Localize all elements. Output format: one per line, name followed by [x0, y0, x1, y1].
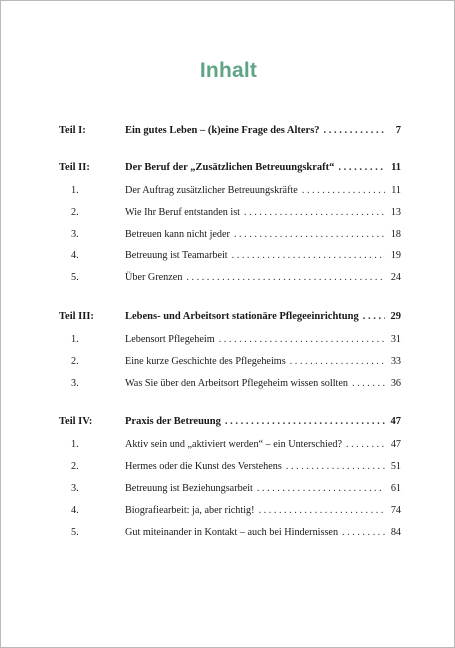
- dot-leader: [259, 505, 385, 516]
- dot-leader: [352, 378, 385, 389]
- page-number: 47: [390, 416, 401, 428]
- part-title: Ein gutes Leben – (k)eine Frage des Alters?: [125, 125, 320, 136]
- page-number: 61: [390, 482, 401, 494]
- toc-entry[interactable]: [59, 483, 401, 505]
- toc-entry[interactable]: [59, 378, 401, 400]
- entry-number: 2.: [71, 461, 79, 473]
- part-title: Der Beruf der „Zusätzlichen Betreuungskraft“: [125, 162, 335, 173]
- dot-leader: [286, 461, 385, 472]
- toc-entry[interactable]: [59, 356, 401, 378]
- page-number: 24: [390, 272, 401, 284]
- entry-title: Der Auftrag zusätzlicher Betreuungskräfte: [125, 185, 298, 196]
- toc-entry[interactable]: [59, 229, 401, 251]
- part-label: Teil I:: [59, 125, 86, 136]
- toc-entry[interactable]: [59, 527, 401, 549]
- page-number: 33: [390, 355, 401, 367]
- dot-leader: [342, 527, 385, 538]
- part-title: Lebens- und Arbeitsort stationäre Pflegeeinrichtung: [125, 310, 359, 322]
- dot-leader: [363, 311, 385, 322]
- entry-title: Betreuung ist Teamarbeit: [125, 250, 228, 262]
- entry-title: Wie Ihr Beruf entstanden ist: [125, 206, 241, 218]
- entry-title: Über Grenzen: [125, 272, 183, 284]
- toc-entry[interactable]: [59, 334, 401, 356]
- page-number: 11: [391, 162, 401, 173]
- page-number: 18: [390, 228, 401, 240]
- entry-number: 3.: [71, 482, 79, 494]
- dot-leader: [338, 162, 385, 173]
- toc-entry[interactable]: [59, 207, 401, 229]
- part-label: Teil II:: [59, 162, 90, 173]
- toc-entry[interactable]: [59, 439, 401, 461]
- entry-number: 5.: [71, 272, 79, 284]
- part-label: Teil III:: [59, 310, 94, 322]
- page-number: 51: [390, 461, 401, 473]
- entry-title: Lebensort Pflegeheim: [125, 333, 215, 345]
- table-of-contents: [59, 125, 401, 548]
- entry-number: 5.: [71, 526, 79, 538]
- dot-leader: [324, 125, 385, 136]
- entry-title: Hermes oder die Kunst des Verstehens: [125, 461, 282, 473]
- page-number: 36: [390, 377, 401, 389]
- entry-number: 2.: [71, 355, 79, 367]
- entry-number: 4.: [71, 250, 79, 262]
- entry-title: Biografiearbeit: ja, aber richtig!: [125, 504, 255, 516]
- page-number: 29: [390, 310, 401, 322]
- dot-leader: [186, 272, 385, 283]
- entry-title: Betreuen kann nicht jeder: [125, 228, 230, 240]
- entry-number: 2.: [71, 206, 79, 218]
- page-number: 11: [391, 185, 401, 196]
- entry-number: 1.: [71, 439, 79, 451]
- toc-part-1[interactable]: [59, 125, 401, 141]
- dot-leader: [302, 185, 385, 196]
- dot-leader: [225, 416, 385, 427]
- entry-number: 1.: [71, 185, 79, 196]
- page-number: 13: [390, 206, 401, 218]
- entry-title: Eine kurze Geschichte des Pflegeheims: [125, 355, 286, 367]
- toc-entry[interactable]: [59, 461, 401, 483]
- dot-leader: [346, 439, 385, 450]
- toc-part-2[interactable]: [59, 162, 401, 178]
- page-number: 47: [390, 439, 401, 451]
- part-title: Praxis der Betreuung: [125, 416, 221, 428]
- page-number: 31: [390, 333, 401, 345]
- page-number: 19: [390, 250, 401, 262]
- part-label: Teil IV:: [59, 416, 93, 428]
- page-number: 74: [390, 504, 401, 516]
- entry-title: Aktiv sein und „aktiviert werden“ – ein Unterschied?: [125, 439, 342, 451]
- toc-part-3[interactable]: [59, 311, 401, 327]
- toc-entry[interactable]: [59, 185, 401, 207]
- toc-part-4[interactable]: [59, 416, 401, 432]
- toc-entry[interactable]: [59, 505, 401, 527]
- entry-title: Betreuung ist Beziehungsarbeit: [125, 482, 253, 494]
- entry-title: Gut miteinander in Kontakt – auch bei Hindernissen: [125, 526, 339, 538]
- page-number: 84: [390, 526, 401, 538]
- entry-number: 3.: [71, 228, 79, 240]
- entry-number: 4.: [71, 504, 79, 516]
- dot-leader: [244, 207, 385, 218]
- toc-entry[interactable]: [59, 250, 401, 272]
- entry-number: 1.: [71, 333, 79, 345]
- dot-leader: [234, 229, 385, 240]
- toc-entry[interactable]: [59, 272, 401, 294]
- dot-leader: [290, 356, 385, 367]
- dot-leader: [232, 250, 385, 261]
- dot-leader: [219, 334, 385, 345]
- dot-leader: [257, 483, 385, 494]
- page-number: 7: [395, 125, 401, 136]
- entry-title: Was Sie über den Arbeitsort Pflegeheim wissen sollten: [125, 377, 348, 389]
- page-title: Inhalt: [199, 59, 258, 82]
- entry-number: 3.: [71, 377, 79, 389]
